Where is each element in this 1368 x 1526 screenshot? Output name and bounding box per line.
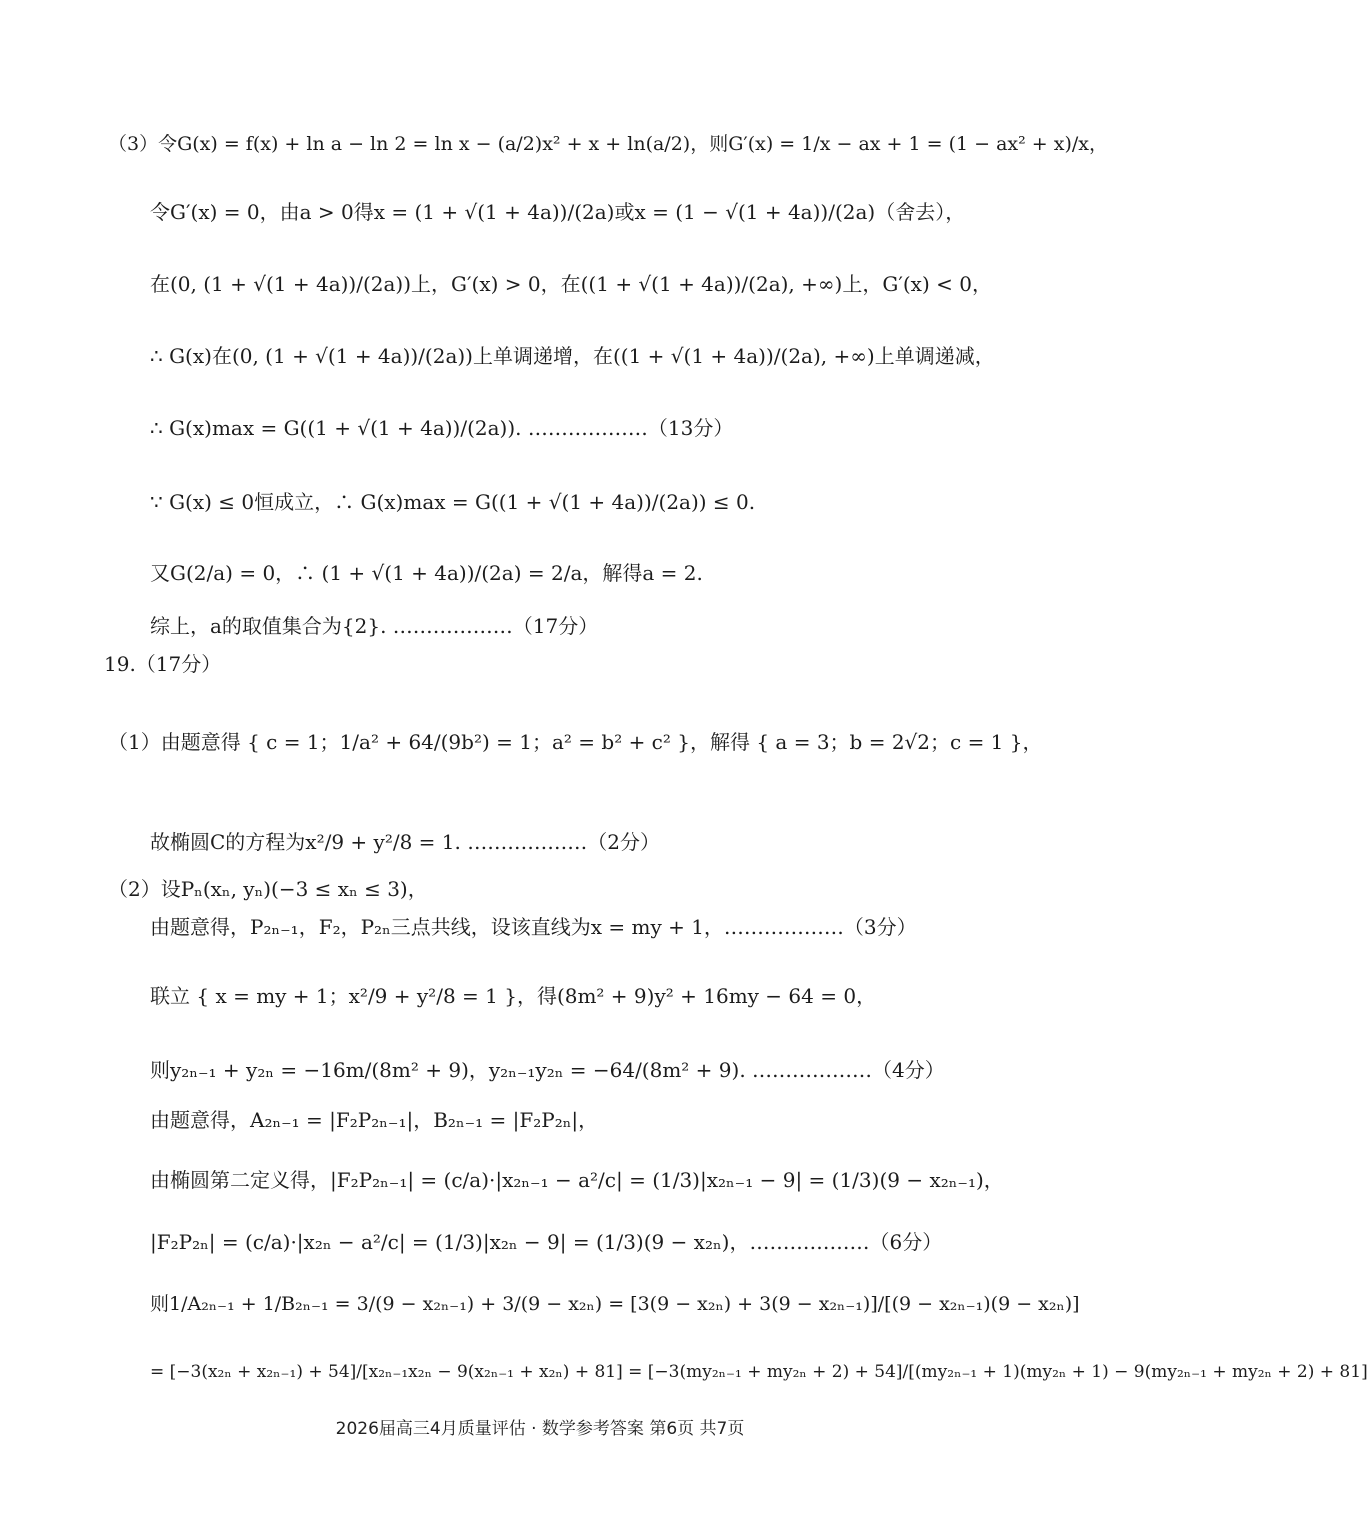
solution-line-19-2-set-point: （2）设Pₙ(xₙ, yₙ)(−3 ≤ xₙ ≤ 3)， [108,877,428,901]
solution-line-collinear: 由题意得，P₂ₙ₋₁，F₂，P₂ₙ三点共线，设该直线为x = my + 1，………………（3分） [150,915,917,939]
solution-line-vieta: 则y₂ₙ₋₁ + y₂ₙ = −16m/(8m² + 9)，y₂ₙ₋₁y₂ₙ = −64/(8m² + 9). ………………（4分） [150,1058,945,1082]
question-19-heading: 19.（17分） [104,652,222,676]
solution-line-define-ab: 由题意得，A₂ₙ₋₁ = |F₂P₂ₙ₋₁|，B₂ₙ₋₁ = |F₂P₂ₙ|， [150,1108,599,1132]
solution-line-ellipse-equation: 故椭圆C的方程为x²/9 + y²/8 = 1. ………………（2分） [150,830,660,854]
solution-line-critical-point: 令G′(x) = 0，由a > 0得x = (1 + √(1 + 4a))/(2a)或x = (1 − √(1 + 4a))/(2a)（舍去）， [150,200,966,224]
solution-line-solve-a: 又G(2/a) = 0，∴ (1 + √(1 + 4a))/(2a) = 2/a，解得a = 2. [150,561,703,585]
solution-line-maximum: ∴ G(x)max = G((1 + √(1 + 4a))/(2a)). ………………（13分） [150,416,734,440]
solution-line-conclusion-17: 综上，a的取值集合为{2}. ………………（17分） [150,614,599,638]
page-footer: 2026届高三4月质量评估 · 数学参考答案 第6页 共7页 [335,1419,745,1439]
solution-line-q3-define-g: （3）令G(x) = f(x) + ln a − ln 2 = ln x − (a/2)x² + x + ln(a/2)，则G′(x) = 1/x − ax + 1 = (1 − ax² + x)/x， [108,133,1108,155]
solution-line-simultaneous: 联立 { x = my + 1；x²/9 + y²/8 = 1 }，得(8m² + 9)y² + 16my − 64 = 0， [150,984,877,1008]
solution-line-sign-of-derivative: 在(0, (1 + √(1 + 4a))/(2a))上，G′(x) > 0，在((1 + √(1 + 4a))/(2a), +∞)上，G′(x) < 0， [150,272,992,296]
solution-line-second-definition-1: 由椭圆第二定义得，|F₂P₂ₙ₋₁| = (c/a)·|x₂ₙ₋₁ − a²/c| = (1/3)|x₂ₙ₋₁ − 9| = (1/3)(9 − x₂ₙ₋₁)， [150,1168,1004,1192]
solution-line-19-1-system: （1）由题意得 { c = 1；1/a² + 64/(9b²) = 1；a² = b² + c² }，解得 { a = 3；b = 2√2；c = 1 }， [108,730,1043,754]
solution-line-monotonicity: ∴ G(x)在(0, (1 + √(1 + 4a))/(2a))上单调递增，在((1 + √(1 + 4a))/(2a), +∞)上单调递减， [150,344,995,368]
solution-line-condition: ∵ G(x) ≤ 0恒成立，∴ G(x)max = G((1 + √(1 + 4a))/(2a)) ≤ 0. [150,490,756,514]
solution-line-sum-reciprocal: 则1/A₂ₙ₋₁ + 1/B₂ₙ₋₁ = 3/(9 − x₂ₙ₋₁) + 3/(9 − x₂ₙ) = [3(9 − x₂ₙ) + 3(9 − x₂ₙ₋₁)]/[(9 − x₂ₙ₋₁)(9 − x₂ₙ)] [150,1293,1080,1315]
solution-line-substitute: = [−3(x₂ₙ + x₂ₙ₋₁) + 54]/[x₂ₙ₋₁x₂ₙ − 9(x₂ₙ₋₁ + x₂ₙ) + 81] = [−3(my₂ₙ₋₁ + my₂ₙ + 2) + 54]/[(my₂ₙ₋₁ + 1)(my₂ₙ + 1) − 9(my₂ₙ₋₁ + my₂ₙ + 2) + 81] [150,1362,1368,1382]
solution-line-second-definition-2: |F₂P₂ₙ| = (c/a)·|x₂ₙ − a²/c| = (1/3)|x₂ₙ − 9| = (1/3)(9 − x₂ₙ)，………………（6分） [150,1230,943,1254]
